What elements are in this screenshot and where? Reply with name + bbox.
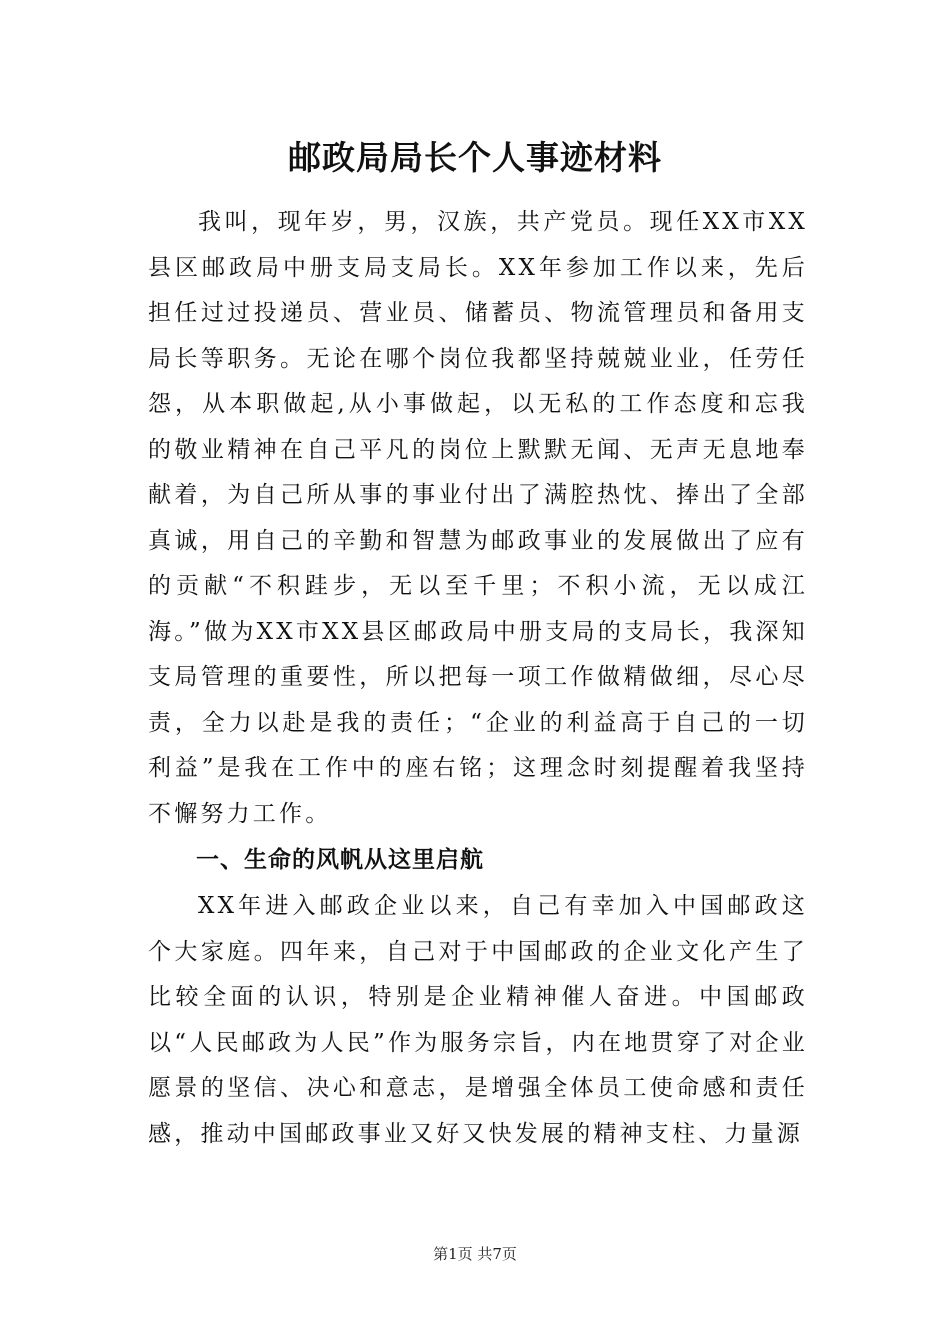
paragraph-intro: 我叫，现年岁，男，汉族，共产党员。现任XX市XX县区邮政局中册支局支局长。XX年参加工作以来，先后担任过过投递员、营业员、储蓄员、物流管理员和备用支局长等职务。无论在哪个岗位我都坚持兢兢业业，任劳任怨，从本职做起,从小事做起，以无私的工作态度和忘我的敬业精神在自己平凡的岗位上默默无闻、无声无息地奉献着，为自己所从事的事业付出了满腔热忱、捧出了全部真诚，用自己的辛勤和智慧为邮政事业的发展做出了应有的贡献“不积跬步，无以至千里；不积小流，无以成江海。”做为XX市XX县区邮政局中册支局的支局长，我深知支局管理的重要性，所以把每一项工作做精做细，尽心尽责，全力以赴是我的责任；“企业的利益高于自己的一切利益”是我在工作中的座右铭；这理念时刻提醒着我坚持不懈努力工作。 <box>148 209 808 827</box>
paragraph-section-one: XX年进入邮政企业以来，自己有幸加入中国邮政这个大家庭。四年来，自己对于中国邮政的企业文化产生了比较全面的认识，特别是企业精神催人奋进。中国邮政以“人民邮政为人民”作为服务宗旨，内在地贯穿了对企业愿景的坚信、决心和意志，是增强全体员工使命感和责任感，推动中国邮政事业又好又快发展的精神支柱、力量源 <box>148 893 808 1147</box>
section-heading: 一、生命的风帆从这里启航 <box>196 847 484 873</box>
document-title: 邮政局局长个人事迹材料 <box>288 138 662 177</box>
page-footer: 第1页 共7页 <box>433 1245 517 1263</box>
